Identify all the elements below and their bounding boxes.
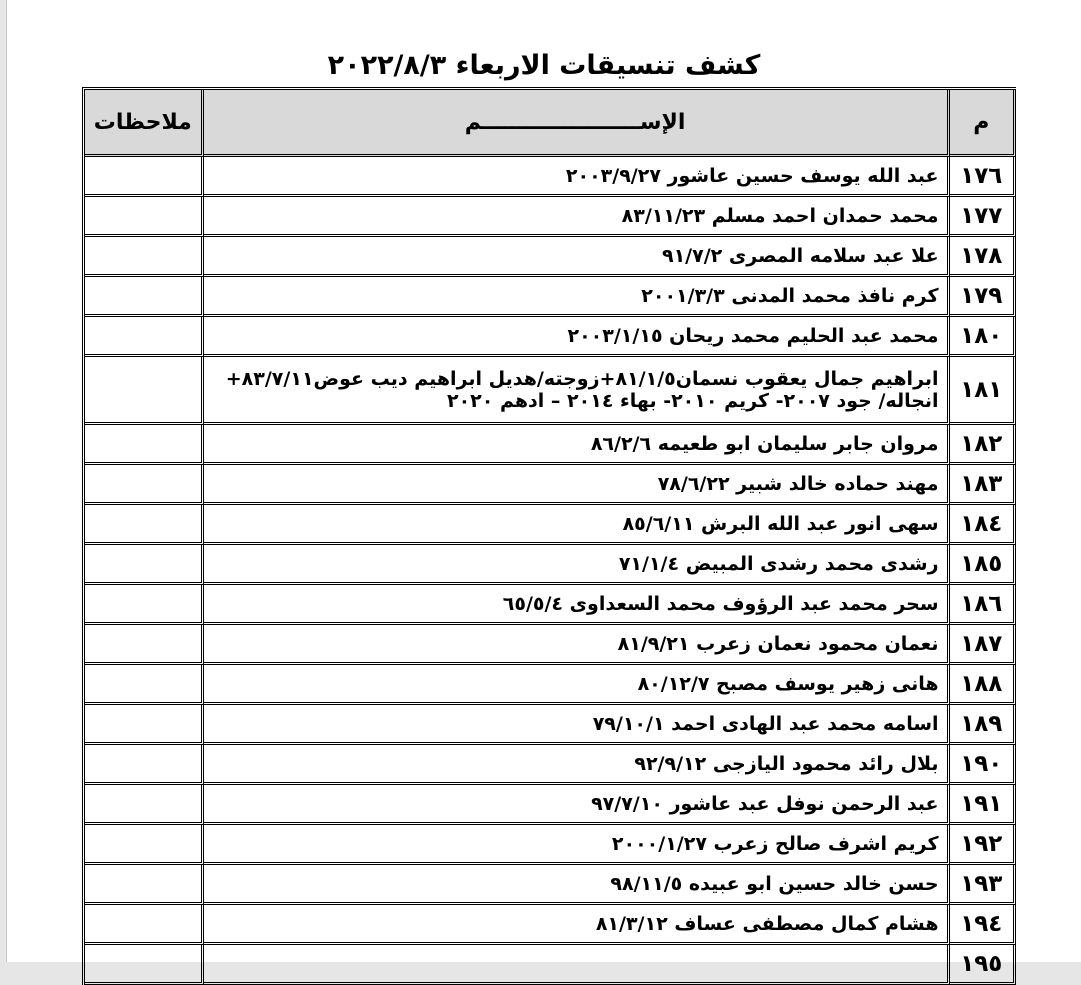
- table-row: [85, 585, 1016, 625]
- row-name: محمد حمدان احمد مسلم ٨٣/١١/٢٣: [204, 197, 950, 237]
- table-row: [85, 425, 1016, 465]
- row-number: ١٩٠: [950, 745, 1016, 785]
- header-name: الإســـــــــــــــــــــم: [204, 90, 950, 157]
- row-notes: [85, 357, 204, 425]
- table-row: [85, 465, 1016, 505]
- row-number: ١٨٠: [950, 317, 1016, 357]
- table-row: [85, 545, 1016, 585]
- row-number: ١٨٦: [950, 585, 1016, 625]
- row-number: ١٨٨: [950, 665, 1016, 705]
- row-notes: [85, 785, 204, 825]
- row-number: ١٨٤: [950, 505, 1016, 545]
- row-name: كرم نافذ محمد المدنى ٢٠٠١/٣/٣: [204, 277, 950, 317]
- row-name: عبد الرحمن نوفل عبد عاشور ٩٧/٧/١٠: [204, 785, 950, 825]
- row-number: ١٨٢: [950, 425, 1016, 465]
- table-row: [85, 317, 1016, 357]
- row-name: كريم اشرف صالح زعرب ٢٠٠٠/١/٢٧: [204, 825, 950, 865]
- row-notes: [85, 237, 204, 277]
- row-notes: [85, 317, 204, 357]
- document-page: [6, 0, 1081, 977]
- table-row: [85, 277, 1016, 317]
- row-number: ١٩٤: [950, 905, 1016, 945]
- row-name: مروان جابر سليمان ابو طعيمه ٨٦/٢/٦: [204, 425, 950, 465]
- table-row: [85, 905, 1016, 945]
- row-number: ١٩٢: [950, 825, 1016, 865]
- row-notes: [85, 865, 204, 905]
- table-row: [85, 745, 1016, 785]
- row-notes: [85, 277, 204, 317]
- row-name: محمد عبد الحليم محمد ريحان ٢٠٠٣/١/١٥: [204, 317, 950, 357]
- row-number: ١٨٩: [950, 705, 1016, 745]
- row-number: ١٧٦: [950, 157, 1016, 197]
- row-number: ١٨٣: [950, 465, 1016, 505]
- table-row: [85, 505, 1016, 545]
- row-number: ١٧٨: [950, 237, 1016, 277]
- row-notes: [85, 585, 204, 625]
- table-row: [85, 157, 1016, 197]
- table-row: [85, 357, 1016, 425]
- table-row: [85, 237, 1016, 277]
- row-notes: [85, 905, 204, 945]
- row-notes: [85, 945, 204, 985]
- row-notes: [85, 465, 204, 505]
- table-row: [85, 865, 1016, 905]
- row-name: سحر محمد عبد الرؤوف محمد السعداوى ٦٥/٥/٤: [204, 585, 950, 625]
- row-notes: [85, 505, 204, 545]
- table-row: [85, 625, 1016, 665]
- table-row: [85, 945, 1016, 985]
- table-row: [85, 197, 1016, 237]
- row-number: ١٩١: [950, 785, 1016, 825]
- table-row: [85, 705, 1016, 745]
- page-title: كشف تنسيقات الاربعاء ٢٠٢٢/٨/٣: [327, 50, 761, 81]
- row-name: ابراهيم جمال يعقوب نسمان٨١/١/٥+زوجته/هديل ابراهيم ديب عوض٨٣/٧/١١+ انجاله/ جود ٢٠٠٧- كريم ٢٠١٠- بهاء ٢٠١٤ – ادهم ٢٠٢٠: [204, 357, 950, 425]
- row-number: ١٩٥: [950, 945, 1016, 985]
- row-notes: [85, 825, 204, 865]
- row-number: ١٧٩: [950, 277, 1016, 317]
- table-row: [85, 825, 1016, 865]
- table-row: [85, 785, 1016, 825]
- row-name: هشام كمال مصطفى عساف ٨١/٣/١٢: [204, 905, 950, 945]
- row-name: هانى زهير يوسف مصبح ٨٠/١٢/٧: [204, 665, 950, 705]
- row-notes: [85, 665, 204, 705]
- row-notes: [85, 745, 204, 785]
- row-notes: [85, 157, 204, 197]
- header-notes: ملاحظات: [85, 90, 204, 157]
- row-notes: [85, 197, 204, 237]
- row-name: عبد الله يوسف حسين عاشور ٢٠٠٣/٩/٢٧: [204, 157, 950, 197]
- row-name: علا عبد سلامه المصرى ٩١/٧/٢: [204, 237, 950, 277]
- row-notes: [85, 625, 204, 665]
- row-number: ١٩٣: [950, 865, 1016, 905]
- row-name: مهند حماده خالد شبير ٧٨/٦/٢٢: [204, 465, 950, 505]
- row-number: ١٨٧: [950, 625, 1016, 665]
- row-name: حسن خالد حسين ابو عبيده ٩٨/١١/٥: [204, 865, 950, 905]
- table-row: [85, 665, 1016, 705]
- row-name: سهى انور عبد الله البرش ٨٥/٦/١١: [204, 505, 950, 545]
- coordination-table: [82, 87, 1016, 985]
- row-name: اسامه محمد عبد الهادى احمد ٧٩/١٠/١: [204, 705, 950, 745]
- row-number: ١٧٧: [950, 197, 1016, 237]
- table-header-row: [85, 90, 1016, 157]
- row-notes: [85, 705, 204, 745]
- row-number: ١٨٥: [950, 545, 1016, 585]
- row-name: بلال رائد محمود اليازجى ٩٢/٩/١٢: [204, 745, 950, 785]
- row-name: نعمان محمود نعمان زعرب ٨١/٩/٢١: [204, 625, 950, 665]
- row-number: ١٨١: [950, 357, 1016, 425]
- row-name: رشدى محمد رشدى المبيض ٧١/١/٤: [204, 545, 950, 585]
- header-number: م: [950, 90, 1016, 157]
- row-notes: [85, 425, 204, 465]
- row-name: [204, 945, 950, 985]
- row-notes: [85, 545, 204, 585]
